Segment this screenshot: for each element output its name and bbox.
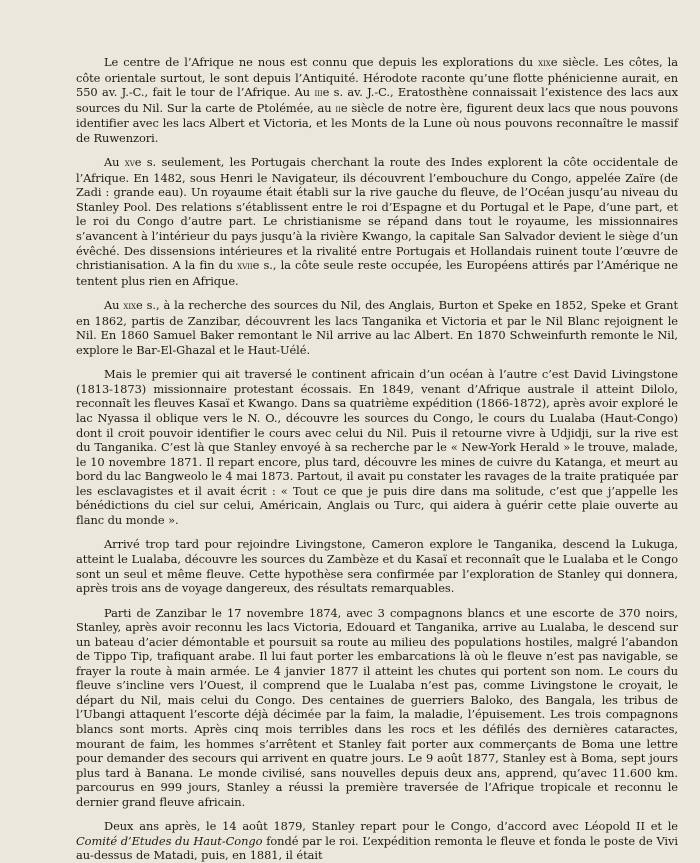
paragraph-3	[76, 298, 678, 357]
text-run: e s. seulement, les Portugais cherchant la route des Indes explorent la côte occidentale de l’Afrique. En 1482, sous Henri le Navigateur, ils découvrent l’embouchure du Congo, appelée Zaïre (de Zadi : grande eau). Un royaume était établi sur la rive gauche du fleuve, de l’Océan jusqu’au niveau du Stanley Pool. Des relations s’établissent entre le roi d’Espagne et du Portugal et le Pape, d’une part, et le roi du Congo d’autre part. Le christianisme se répand dans tout le royaume, les missionnaires s’avancent à l’intérieur du pays jusqu’à la rivière Kwango, la capitale San Salvador devient le siège d’un évêché. Des dissensions intérieures et la rivalité entre Portugais et Hollandais ruinent toute l’œuvre de christianisation. A la fin du	[76, 155, 678, 273]
paragraph-1	[76, 55, 678, 145]
text-run: xvii	[237, 260, 253, 273]
text-run: e s., à la recherche des sources du Nil, des Anglais, Burton et Speke en 1852, Speke et Grant en 1862, partis de Zanzibar, découvrent les lacs Tanganika et Victoria et par le Nil Blanc rejoignent le Nil. En 1860 Samuel Baker remontant le Nil arrive au lac Albert. En 1870 Schweinfurth remonte le Nil, explore le Bar-El-Ghazal et le Haut-Uélé.	[76, 298, 678, 357]
text-run: ii	[335, 102, 341, 115]
paragraph-7	[76, 819, 678, 863]
text-run: Mais le premier qui ait traversé le continent africain d’un océan à l’autre c’est David Livingstone (1813-1873) missionnaire protestant écossais. En 1849, venant d’Afrique australe il atteint Dilolo, reconnaît les fleuves Kasaï et Kwango. Dans sa quatrième expédition (1866-1872), après avoir exploré le lac Nyassa il oblique vers le N. O., découvre les sources du Congo, le cours du Lualaba (Haut-Congo) dont il croit pouvoir identifier le cours avec celui du Nil. Puis il retourne vivre à Udjidji, sur la rive est du Tanganika. C’est là que Stanley envoyé à sa recherche par le « New-York Herald » le trouve, malade, le 10 novembre 1871. Il repart encore, plus tard, découvre les mines de cuivre du Katanga, et meurt au bord du lac Bangweolo le 4 mai 1873. Partout, il avait pu constater les ravages de la traite pratiquée par les esclavagistes et il avait écrit : « Tout ce que je puis dire dans ma solitude, c’est que j’appelle les bénédictions du ciel sur celui, Américain, Anglais ou Turc, qui aidera à guérir cette plaie ouverte au flanc du monde ».	[76, 367, 678, 527]
text-body	[76, 55, 678, 863]
paragraph-4	[76, 367, 678, 527]
paragraph-2	[76, 155, 678, 288]
text-run: Comité d’Etudes du Haut-Congo	[76, 833, 263, 848]
text-run: Au	[104, 155, 125, 170]
text-run: Au	[104, 298, 124, 313]
text-run: e siècle. Les côtes, la côte orientale surtout, le sont depuis l’Antiquité. Hérodote raconte qu’une flotte phénicienne aurait, en 550 av. J.-C., fait le tour de l’Afrique. Au	[76, 55, 678, 100]
text-run: Deux ans après, le 14 août 1879, Stanley repart pour le Congo, d’accord avec Léopold II et le	[104, 819, 678, 834]
text-run: fondé par le roi. L’expédition remonta le fleuve et fonda le poste de Vivi au-dessus de Matadi, puis, en 1881, il était	[76, 833, 678, 863]
text-run: Parti de Zanzibar le 17 novembre 1874, avec 3 compagnons blancs et une escorte de 370 noirs, Stanley, après avoir reconnu les lacs Victoria, Edouard et Tanganika, arrive au Lualaba, le descend sur un bateau d’acier démontable et poursuit sa route au milieu des populations hostiles, malgré l’abandon de Tippo Tip, trafiquant arabe. Il lui faut porter les embarcations là où le fleuve n’est pas navigable, se frayer la route à main armée. Le 4 janvier 1877 il atteint les chutes qui portent son nom. Le cours du fleuve s’incline vers l’Ouest, il comprend que le Lualaba n’est pas, comme Livingstone le croyait, le départ du Nil, mais celui du Congo. Des centaines de guerriers Baloko, des Bangala, les tribus de l’Ubangi attaquent l’escorte déjà décimée par la faim, la maladie, l’épuisement. Les trois compagnons blancs sont morts. Après cinq mois terribles dans les rocs et les défilés des dernières cataractes, mourant de faim, les hommes s’arrêtent et Stanley fait porter aux commerçants de Boma une lettre pour demander des secours qui arrivent en quatre jours. Le 9 août 1877, Stanley est à Boma, sept jours plus tard à Banana. Le monde civilisé, sans nouvelles depuis deux ans, apprend, qu’avec 11.600 km. parcourus en 999 jours, Stanley a réussi la première traversée de l’Afrique tropicale et reconnu le dernier grand fleuve africain.	[76, 605, 678, 809]
text-run: e s. av. J.-C., Eratosthène connaissait l’existence des lacs aux sources du Nil. Sur la carte de Ptolémée, au	[76, 85, 678, 115]
text-run: xix	[123, 300, 136, 313]
text-run: Le centre de l’Afrique ne nous est connu que depuis les explorations du	[104, 55, 539, 69]
text-run: iii	[314, 87, 323, 100]
text-run: e siècle de notre ère, figurent deux lacs que nous pouvons identifier avec les lacs Albert et Victoria, et les Monts de la Lune où nous pouvons reconnaître le massif de Ruwenzori.	[76, 100, 678, 145]
text-run: Arrivé trop tard pour rejoindre Livingstone, Cameron explore le Tanganika, descend la Lukuga, atteint le Lualaba, découvre les sources du Zambèze et du Kasaï et reconnaît que le Lualaba et le Congo sont un seul et même fleuve. Cette hypothèse sera confirmée par l’exploration de Stanley qui donnera, après trois ans de voyage dangereux, des résultats remarquables.	[76, 537, 678, 596]
text-run: e s., la côte seule reste occupée, les Européens attirés par l’Amérique ne tentent plus rien en Afrique.	[76, 258, 678, 288]
paragraph-6	[76, 606, 678, 810]
paragraph-5	[76, 537, 678, 595]
text-run: xv	[124, 157, 135, 170]
text-run: xix	[538, 57, 551, 69]
